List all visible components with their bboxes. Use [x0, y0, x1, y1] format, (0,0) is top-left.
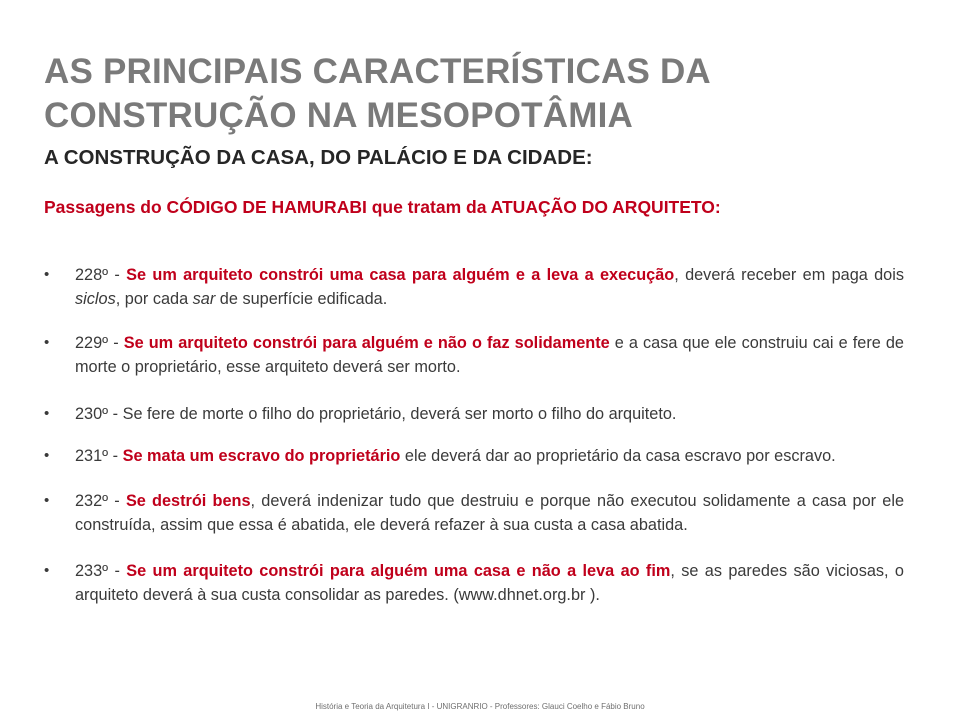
list-item: [44, 489, 904, 537]
article-text: , deverá indenizar tudo que destruiu e porque não executou solidamente a casa por ele construída, assim que essa é abatida, ele deverá refazer à sua custa a casa abatida.: [75, 492, 904, 534]
article-text: , deverá receber em paga dois: [674, 266, 904, 284]
bullet-icon: •: [44, 492, 50, 509]
article-highlight: Se um arquiteto constrói para alguém uma casa e não a leva ao fim: [126, 562, 671, 580]
article-highlight: Se destrói bens: [125, 492, 251, 510]
article-highlight: Se um arquiteto constrói uma casa para alguém e a leva a execução: [126, 266, 675, 284]
article-highlight: Se mata um escravo do proprietário: [122, 447, 401, 465]
slide-subtitle: A CONSTRUÇÃO DA CASA, DO PALÁCIO E DA CIDADE:: [44, 146, 593, 169]
slide-title: [44, 50, 924, 138]
list-item: [44, 444, 904, 468]
article-italic-term: sar: [192, 290, 216, 308]
article-highlight: Se um arquiteto constrói para alguém e não o faz solidamente: [123, 334, 610, 352]
list-item: [44, 402, 904, 426]
article-list: [44, 263, 904, 607]
slide-title-line-2: CONSTRUÇÃO NA MESOPOTÂMIA: [44, 96, 633, 135]
article-number: 229º -: [75, 334, 124, 352]
article-number: 228º -: [75, 266, 127, 284]
article-number: 232º -: [75, 492, 126, 510]
intro-heading: Passagens do CÓDIGO DE HAMURABI que tratam da ATUAÇÃO DO ARQUITETO:: [44, 197, 721, 217]
article-text: e a casa que ele construiu cai e fere de morte o proprietário, esse arquiteto deverá ser morto.: [75, 334, 904, 376]
bullet-icon: •: [44, 266, 50, 283]
bullet-icon: •: [44, 447, 50, 464]
list-item: [44, 331, 904, 379]
article-text: , por cada: [115, 290, 193, 308]
article-text: Se fere de morte o filho do proprietário, deverá ser morto o filho do arquiteto.: [122, 405, 677, 423]
article-text: de superfície edificada.: [215, 290, 388, 308]
bullet-icon: •: [44, 334, 50, 351]
bullet-icon: •: [44, 562, 50, 579]
article-number: 230º -: [75, 405, 123, 423]
article-number: 233º -: [75, 562, 127, 580]
slide-title-line-1: AS PRINCIPAIS CARACTERÍSTICAS DA: [44, 52, 711, 91]
article-text: ele deverá dar ao proprietário da casa escravo por escravo.: [400, 447, 836, 465]
article-text: , se as paredes são viciosas, o arquiteto deverá à sua custa consolidar as paredes. (www.dhnet.org.br ).: [75, 562, 904, 604]
list-item: [44, 263, 904, 311]
article-number: 231º -: [75, 447, 123, 465]
article-italic-term: siclos: [75, 290, 116, 308]
bullet-icon: •: [44, 405, 50, 422]
list-item: [44, 559, 904, 607]
footer-credits: História e Teoria da Arquitetura I - UNIGRANRIO - Professores: Glauci Coelho e Fábio Bruno: [315, 702, 645, 711]
